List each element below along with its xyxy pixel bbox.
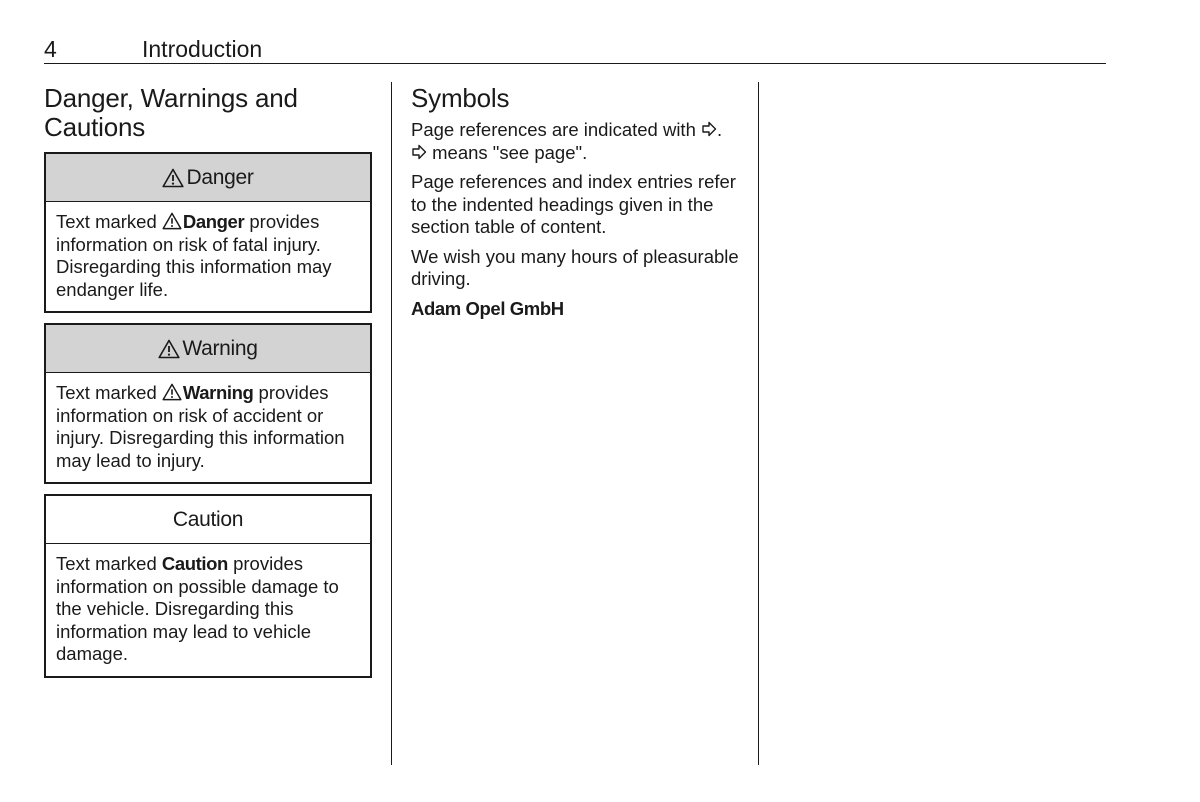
warning-triangle-icon	[162, 383, 182, 401]
section-heading: Danger, Warnings and Cautions	[44, 83, 298, 142]
caution-box-title: Caution	[172, 507, 244, 531]
column-divider	[391, 82, 392, 765]
middle-column	[411, 84, 746, 327]
page-references-paragraph: Page references and index entries refer to the indented headings given in the section table of content.	[411, 171, 736, 237]
wish-paragraph: We wish you many hours of pleasurable driving.	[411, 245, 739, 289]
caution-text-prefix: Text marked	[56, 553, 162, 574]
symbols-heading: Symbols	[411, 83, 510, 113]
page-header	[44, 32, 1106, 64]
caution-keyword: Caution	[161, 553, 228, 574]
page-number: 4	[44, 36, 57, 62]
warning-box-header	[46, 325, 370, 373]
warning-triangle-icon	[162, 168, 184, 188]
warning-triangle-icon	[158, 339, 180, 359]
symbols-meaning-text: means "see page".	[427, 141, 588, 163]
warning-box-title: Warning	[182, 336, 258, 360]
symbols-text: Page references are indicated with	[411, 119, 702, 140]
danger-box-text	[46, 202, 370, 311]
warning-box	[44, 323, 372, 484]
caution-box-header	[46, 496, 370, 544]
symbols-paragraph	[411, 119, 746, 164]
danger-text-rest: provides information on risk of fatal injury. Disregarding this information may endanger life.	[56, 211, 332, 300]
warning-text-prefix: Text marked	[56, 382, 162, 403]
danger-keyword: Danger	[182, 211, 245, 232]
caution-box	[44, 494, 372, 678]
warning-keyword: Warning	[182, 382, 254, 403]
left-column	[44, 84, 372, 688]
danger-box-header	[46, 154, 370, 202]
caution-text-rest: provides information on possible damage to the vehicle. Disregarding this information may lead to vehicle damage.	[56, 553, 339, 664]
symbols-text-period: .	[717, 119, 723, 140]
page-reference-arrow-icon	[411, 143, 427, 159]
signature: Adam Opel GmbH	[411, 297, 564, 319]
page-reference-arrow-icon	[701, 120, 717, 136]
column-divider	[758, 82, 759, 765]
section-title: Introduction	[142, 36, 263, 62]
warning-triangle-icon	[162, 212, 182, 230]
danger-box	[44, 152, 372, 313]
danger-box-title: Danger	[186, 165, 254, 189]
caution-box-text	[46, 544, 370, 676]
warning-box-text	[46, 373, 370, 482]
warning-text-rest: provides information on risk of accident or injury. Disregarding this information may lead to injury.	[56, 382, 345, 471]
danger-text-prefix: Text marked	[56, 211, 162, 232]
